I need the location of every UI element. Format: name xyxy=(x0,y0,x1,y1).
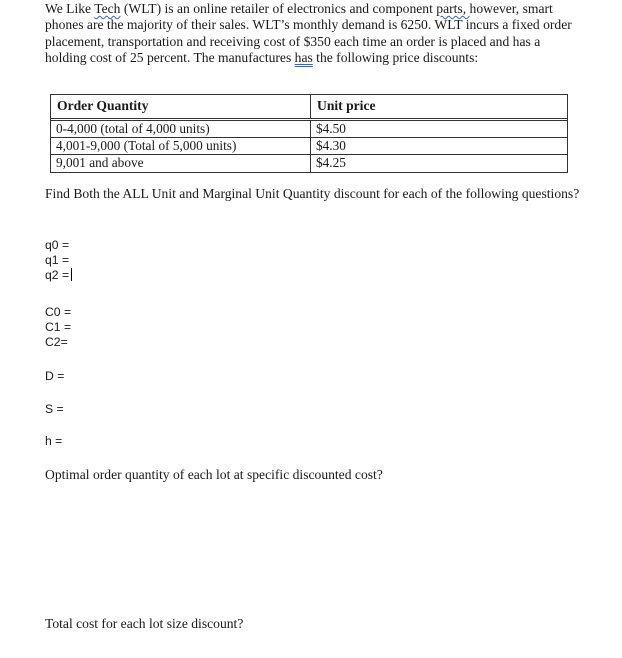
c1-line[interactable]: C1 = xyxy=(45,320,72,334)
cell-quantity: 4,001-9,000 (Total of 5,000 units) xyxy=(51,138,311,154)
price-discount-table xyxy=(50,94,568,173)
intro-word-has: has xyxy=(294,49,313,65)
q2-line[interactable] xyxy=(45,268,72,283)
cell-price: $4.30 xyxy=(316,138,346,153)
discount-question: Find Both the ALL Unit and Marginal Unit Quantity discount for each of the following questions? xyxy=(45,186,580,201)
q0-line[interactable]: q0 = xyxy=(45,238,70,252)
table-row xyxy=(51,138,567,155)
intro-text-1: We Like xyxy=(45,1,95,16)
header-unit-price: Unit price xyxy=(317,98,376,113)
text-cursor xyxy=(71,268,72,281)
intro-text-2: (WLT) is an online retailer of electronics and component xyxy=(120,1,437,16)
cell-quantity: 0-4,000 (total of 4,000 units) xyxy=(51,121,311,137)
intro-text-3: however, smart phones are the majority of their sales. WLT’s monthly demand is 6250. WLT incurs a fixed order placement, transportation and receiving cost of $350 each time an order is placed and has a holding cost of 25 percent. The manufactures xyxy=(45,1,572,65)
q1-line[interactable]: q1 = xyxy=(45,253,70,267)
q2-label: q2 = xyxy=(45,268,70,282)
c2-line[interactable]: C2= xyxy=(45,335,68,349)
intro-word-parts: parts, xyxy=(436,1,470,16)
table-row xyxy=(51,155,567,172)
intro-word-tech: Tech xyxy=(94,1,121,16)
c0-line[interactable]: C0 = xyxy=(45,305,72,319)
cell-price: $4.25 xyxy=(316,155,346,170)
cell-quantity: 9,001 and above xyxy=(51,155,311,172)
h-line[interactable]: h = xyxy=(45,434,63,448)
table-body xyxy=(51,120,567,172)
intro-text-4: the following price discounts: xyxy=(312,49,479,65)
total-cost-question: Total cost for each lot size discount? xyxy=(45,616,244,631)
s-line[interactable]: S = xyxy=(45,402,64,416)
cell-price: $4.50 xyxy=(316,121,346,136)
d-line[interactable]: D = xyxy=(45,369,65,383)
optimal-quantity-question: Optimal order quantity of each lot at specific discounted cost? xyxy=(45,467,383,482)
header-order-quantity: Order Quantity xyxy=(51,95,311,118)
table-row xyxy=(51,121,567,138)
intro-paragraph xyxy=(45,1,585,66)
table-header-row xyxy=(51,95,567,119)
